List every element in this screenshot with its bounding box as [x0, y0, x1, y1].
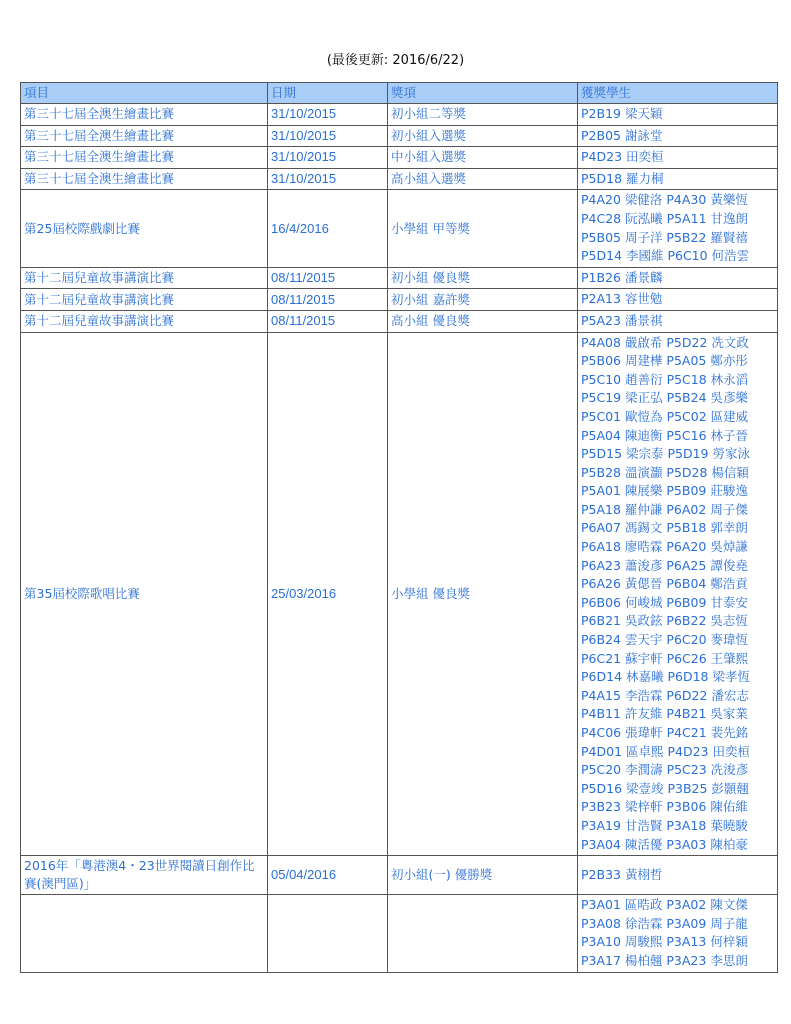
header-date: 日期: [268, 83, 388, 104]
awards-table: [20, 82, 778, 973]
date-cell: 08/11/2015: [268, 289, 388, 311]
event-cell: 第25屆校際戲劇比賽: [21, 190, 268, 267]
award-cell: 初小組 嘉許獎: [388, 289, 578, 311]
student-line: P3A01 區晧政 P3A02 陳文傑: [581, 897, 748, 913]
student-line: P4D23 田奕桓: [581, 149, 664, 165]
student-line: P3A19 甘浩賢 P3A18 葉曉駿: [581, 817, 748, 833]
students-cell: [578, 310, 778, 332]
event-cell: 第十二屆兒童故事講演比賽: [21, 289, 268, 311]
date-cell: 25/03/2016: [268, 332, 388, 856]
header-row: [21, 83, 778, 104]
table-row: [21, 125, 778, 147]
date-cell: 31/10/2015: [268, 104, 388, 126]
award-cell: 高小組 優良獎: [388, 310, 578, 332]
student-line: P4A08 嚴啟希 P5D22 冼文政: [581, 334, 749, 350]
award-cell: 高小組入選獎: [388, 168, 578, 190]
student-line: P6B21 吳政鉉 P6B22 吳志恆: [581, 613, 748, 629]
student-line: P5B06 周建樺 P5A05 鄭亦彤: [581, 353, 748, 369]
student-line: P5B28 溫演灝 P5D28 楊信穎: [581, 464, 749, 480]
students-cell: [578, 289, 778, 311]
student-line: P5D16 梁壹竣 P3B25 彭顥翹: [581, 780, 749, 796]
students-cell: [578, 267, 778, 289]
table-row: [21, 267, 778, 289]
student-line: P5C10 趙善衍 P5C18 林永滔: [581, 371, 749, 387]
event-cell: 第三十七屆全澳生繪畫比賽: [21, 147, 268, 169]
award-cell: [388, 895, 578, 972]
students-cell: [578, 190, 778, 267]
date-cell: 08/11/2015: [268, 267, 388, 289]
student-line: P6D14 林嘉曦 P6D18 梁孝恆: [581, 669, 750, 685]
award-cell: 初小組 優良獎: [388, 267, 578, 289]
event-cell: 第十二屆兒童故事講演比賽: [21, 310, 268, 332]
student-line: P6A18 廖晧霖 P6A20 吳焯謙: [581, 539, 748, 555]
student-line: P3A10 周駿熙 P3A13 何梓穎: [581, 934, 748, 950]
table-row: [21, 856, 778, 895]
table-row: [21, 190, 778, 267]
date-cell: 08/11/2015: [268, 310, 388, 332]
student-line: P6B06 何峻城 P6B09 甘泰安: [581, 594, 748, 610]
student-line: P6A26 黃偲晉 P6B04 鄭浩貢: [581, 576, 748, 592]
table-row: [21, 895, 778, 972]
student-line: P2B19 梁天穎: [581, 106, 663, 121]
event-cell: 第35屆校際歌唱比賽: [21, 332, 268, 856]
student-line: P3A04 陳活優 P3A03 陳柏豪: [581, 836, 748, 852]
header-award: 獎項: [388, 83, 578, 104]
student-line: P5B05 周子洋 P5B22 羅賢禧: [581, 229, 748, 245]
event-cell: 第十二屆兒童故事講演比賽: [21, 267, 268, 289]
date-cell: 05/04/2016: [268, 856, 388, 895]
student-line: P2B05 謝詠堂: [581, 127, 663, 143]
event-cell: 第三十七屆全澳生繪畫比賽: [21, 104, 268, 126]
student-line: P4B11 許友維 P4B21 吳家業: [581, 706, 748, 722]
event-cell: 2016年「粵港澳4・23世界閱讀日創作比賽(澳門區)」: [21, 856, 268, 895]
table-row: [21, 310, 778, 332]
award-cell: 小學組 優良獎: [388, 332, 578, 856]
student-line: P3B23 梁梓軒 P3B06 陳佑維: [581, 799, 748, 815]
table-row: [21, 147, 778, 169]
student-line: P5A04 陳迪衡 P5C16 林子晉: [581, 427, 748, 443]
header-students: 獲獎學生: [578, 83, 778, 104]
last-updated: (最後更新: 2016/6/22): [326, 53, 465, 68]
student-line: P6A23 蕭浚彥 P6A25 譚俊堯: [581, 557, 748, 573]
award-cell: 初小組入選獎: [388, 125, 578, 147]
student-line: P6A07 馮錫文 P5B18 郭幸朗: [581, 520, 748, 536]
table-row: [21, 104, 778, 126]
student-line: P5D14 李國維 P6C10 何浩雲: [581, 248, 750, 264]
students-cell: [578, 125, 778, 147]
date-cell: 31/10/2015: [268, 125, 388, 147]
students-cell: [578, 332, 778, 856]
student-line: P5C01 歐愷為 P5C02 區建威: [581, 408, 749, 424]
award-cell: 中小組入選獎: [388, 147, 578, 169]
event-cell: [21, 895, 268, 972]
student-line: P5A23 潘景祺: [581, 312, 663, 328]
award-cell: 小學組 甲等獎: [388, 190, 578, 267]
date-cell: [268, 895, 388, 972]
student-line: P4C06 張瑋軒 P4C21 裴先銘: [581, 725, 749, 740]
students-cell: [578, 147, 778, 169]
event-cell: 第三十七屆全澳生繪畫比賽: [21, 168, 268, 190]
award-cell: 初小組二等獎: [388, 104, 578, 126]
student-line: P3A08 徐浩霖 P3A09 周子龍: [581, 915, 748, 931]
student-line: P5A18 羅仲謙 P6A02 周子傑: [581, 501, 748, 517]
date-cell: 31/10/2015: [268, 168, 388, 190]
student-line: P5C20 李潤濤 P5C23 冼浚彥: [581, 762, 749, 778]
table-row: [21, 168, 778, 190]
student-line: P4C28 阮泓曦 P5A11 甘逸朗: [581, 210, 748, 226]
student-line: P5D18 羅力桐: [581, 170, 664, 186]
student-line: P1B26 潘景麟: [581, 269, 663, 285]
date-cell: 31/10/2015: [268, 147, 388, 169]
students-cell: [578, 168, 778, 190]
student-line: P4D01 區卓熙 P4D23 田奕桓: [581, 743, 750, 759]
students-cell: [578, 104, 778, 126]
students-cell: [578, 895, 778, 972]
student-line: P4A15 李浩霖 P6D22 潘宏志: [581, 687, 749, 703]
date-cell: 16/4/2016: [268, 190, 388, 267]
student-line: P6C21 蘇宇軒 P6C26 王肇熙: [581, 650, 749, 666]
table-row: [21, 332, 778, 856]
student-line: P5D15 梁宗泰 P5D19 勞家泳: [581, 446, 750, 462]
students-cell: [578, 856, 778, 895]
student-line: P5C19 梁正弘 P5B24 吳彥樂: [581, 390, 749, 406]
table-row: [21, 289, 778, 311]
student-line: P2A13 容世勉: [581, 291, 663, 307]
event-cell: 第三十七屆全澳生繪畫比賽: [21, 125, 268, 147]
header-event: 項目: [21, 83, 268, 104]
student-line: P4A20 梁健洛 P4A30 黃樂恆: [581, 192, 748, 208]
student-line: P2B33 黃栩哲: [581, 866, 663, 882]
student-line: P5A01 陳展樂 P5B09 莊駿逸: [581, 483, 748, 499]
student-line: P6B24 雲天宇 P6C20 麥瑋恆: [581, 632, 749, 648]
student-line: P3A17 楊柏翹 P3A23 李思朗: [581, 952, 748, 968]
award-cell: 初小組(一) 優勝獎: [388, 856, 578, 895]
